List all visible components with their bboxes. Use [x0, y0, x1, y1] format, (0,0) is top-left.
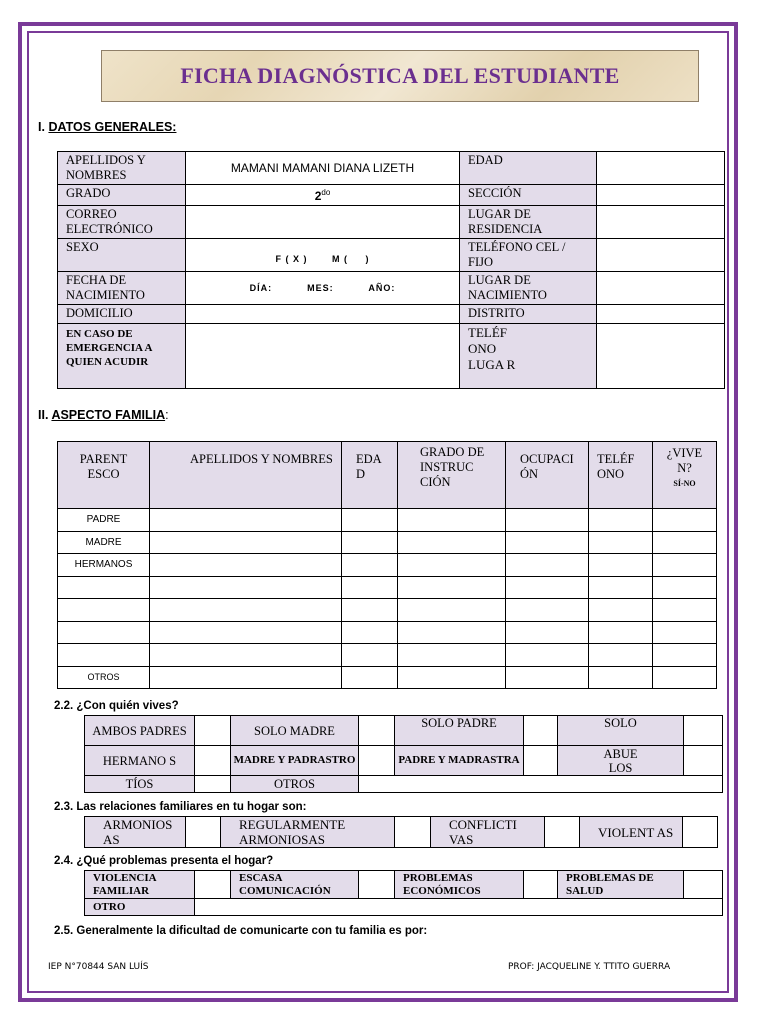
option-tios: TÍOS [85, 776, 195, 793]
option-otro: OTRO [85, 899, 195, 916]
cell[interactable] [653, 531, 717, 554]
q24-table [84, 870, 723, 916]
checkbox-violentas[interactable] [683, 817, 718, 848]
checkbox-padre-madrastra[interactable] [524, 746, 558, 776]
sexo-label: SEXO [58, 239, 186, 272]
row-label-hermanos: HERMANOS [58, 554, 150, 577]
checkbox-madre-padrastro[interactable] [359, 746, 395, 776]
checkbox-abuelos[interactable] [684, 746, 723, 776]
cell[interactable] [589, 576, 653, 599]
option-abuelos [558, 746, 684, 776]
option-abuelos-text: ABUE LOS [603, 746, 638, 775]
header-viven [653, 442, 717, 509]
option-padre-madrastra: PADRE Y MADRASTRA [395, 746, 524, 776]
row-label-empty [58, 576, 150, 599]
header-viven-sub: SÍ-NO [673, 479, 696, 488]
cell[interactable] [342, 644, 398, 667]
emergencia-value[interactable] [186, 324, 460, 389]
page-title: FICHA DIAGNÓSTICA DEL ESTUDIANTE [180, 63, 620, 88]
option-violencia-familiar: VIOLENCIA FAMILIAR [85, 871, 195, 899]
telefono-value[interactable] [597, 239, 725, 272]
cell[interactable] [150, 531, 342, 554]
cell[interactable] [342, 554, 398, 577]
sexo-value[interactable]: F ( X ) M ( ) [186, 239, 460, 272]
telefono-label: TELÉFONO CEL / FIJO [460, 239, 597, 272]
header-edad: EDA D [342, 442, 398, 509]
cell[interactable] [342, 599, 398, 622]
footer-teacher: PROF: JACQUELINE Y. TTITO GUERRA [508, 962, 671, 972]
option-solo: SOLO [558, 716, 684, 746]
cell[interactable] [150, 554, 342, 577]
grado-value: 2 [314, 188, 322, 203]
telef-lugar-label [460, 324, 597, 389]
checkbox-problemas-salud[interactable] [684, 871, 723, 899]
grado-suffix: do [321, 187, 331, 197]
domicilio-label: DOMICILIO [58, 305, 186, 324]
option-solo-madre: SOLO MADRE [231, 716, 359, 746]
cell[interactable] [150, 621, 342, 644]
cell[interactable] [342, 576, 398, 599]
distrito-value[interactable] [597, 305, 725, 324]
seccion-value[interactable] [597, 185, 725, 206]
option-violentas: VIOLENT AS [580, 817, 683, 848]
row-label-otros: OTROS [58, 666, 150, 689]
familia-table [57, 441, 717, 689]
row-label-madre: MADRE [58, 531, 150, 554]
option-hermanos: HERMANO S [85, 746, 195, 776]
cell[interactable] [506, 509, 589, 532]
correo-value[interactable] [186, 206, 460, 239]
table-row [58, 576, 717, 599]
cell[interactable] [342, 509, 398, 532]
header-parentesco: PARENT ESCO [58, 442, 150, 509]
cell[interactable] [506, 576, 589, 599]
header-viven-text: ¿VIVE N? [666, 446, 703, 475]
row-label-empty [58, 644, 150, 667]
cell[interactable] [398, 576, 506, 599]
q23-table [84, 816, 718, 848]
grado-label: GRADO [58, 185, 186, 206]
checkbox-tios[interactable] [195, 776, 231, 793]
cell[interactable] [589, 621, 653, 644]
cell[interactable] [342, 666, 398, 689]
header-apellidos: APELLIDOS Y NOMBRES [150, 442, 342, 509]
cell[interactable] [506, 531, 589, 554]
checkbox-solo[interactable] [684, 716, 723, 746]
telef-lugar-text: TELÉF ONO LUGA R [468, 325, 516, 372]
checkbox-problemas-economicos[interactable] [524, 871, 558, 899]
checkbox-ambos-padres[interactable] [195, 716, 231, 746]
cell[interactable] [653, 554, 717, 577]
q22-table [84, 715, 723, 793]
cell[interactable] [398, 531, 506, 554]
table-row [58, 554, 717, 577]
cell[interactable] [398, 554, 506, 577]
cell[interactable] [506, 644, 589, 667]
distrito-label: DISTRITO [460, 305, 597, 324]
section2-heading [38, 408, 169, 422]
cell[interactable] [589, 644, 653, 667]
option-ambos-padres: AMBOS PADRES [85, 716, 195, 746]
checkbox-armoniosas[interactable] [186, 817, 221, 848]
apellidos-value[interactable]: MAMANI MAMANI DIANA LIZETH [186, 152, 460, 185]
cell[interactable] [342, 621, 398, 644]
checkbox-escasa-comunicacion[interactable] [359, 871, 395, 899]
lugar-nacimiento-label: LUGAR DE NACIMIENTO [460, 272, 597, 305]
checkbox-regularmente-armoniosas[interactable] [395, 817, 431, 848]
q24-label: 2.4. ¿Qué problemas presenta el hogar? [54, 855, 274, 867]
section2-title: ASPECTO FAMILIA [51, 408, 166, 422]
cell[interactable] [653, 576, 717, 599]
cell[interactable] [653, 621, 717, 644]
cell[interactable] [589, 599, 653, 622]
cell[interactable] [589, 666, 653, 689]
checkbox-violencia-familiar[interactable] [195, 871, 231, 899]
fecha-nacimiento-value[interactable]: DÍA: MES: AÑO: [186, 272, 460, 305]
checkbox-conflictivas[interactable] [545, 817, 580, 848]
footer-school: IEP N°70844 SAN LUÍS [48, 962, 149, 972]
datos-generales-table [57, 151, 725, 389]
row-label-empty [58, 621, 150, 644]
option-otros: OTROS [231, 776, 359, 793]
option-armoniosas: ARMONIOS AS [85, 817, 186, 848]
lugar-nacimiento-value[interactable] [597, 272, 725, 305]
lugar-residencia-value[interactable] [597, 206, 725, 239]
apellidos-label: APELLIDOS Y NOMBRES [58, 152, 186, 185]
option-solo-padre: SOLO PADRE [395, 716, 524, 746]
section1-heading [38, 120, 176, 134]
correo-label: CORREO ELECTRÓNICO [58, 206, 186, 239]
cell[interactable] [653, 509, 717, 532]
telef-lugar-value[interactable] [597, 324, 725, 389]
checkbox-solo-padre[interactable] [524, 716, 558, 746]
option-conflictivas: CONFLICTI VAS [431, 817, 545, 848]
cell[interactable] [150, 509, 342, 532]
header-ocupacion: OCUPACI ÓN [506, 442, 589, 509]
row-label-empty [58, 599, 150, 622]
otros-specify-field[interactable] [359, 776, 723, 793]
cell[interactable] [653, 599, 717, 622]
checkbox-hermanos[interactable] [195, 746, 231, 776]
cell[interactable] [150, 666, 342, 689]
cell[interactable] [398, 599, 506, 622]
title-banner [101, 50, 699, 102]
grado-value-cell[interactable] [186, 185, 460, 206]
header-grado: GRADO DE INSTRUC CIÓN [398, 442, 506, 509]
cell[interactable] [653, 644, 717, 667]
cell[interactable] [150, 576, 342, 599]
cell[interactable] [589, 554, 653, 577]
cell[interactable] [398, 644, 506, 667]
cell[interactable] [506, 554, 589, 577]
option-problemas-economicos: PROBLEMAS ECONÓMICOS [395, 871, 524, 899]
domicilio-value[interactable] [186, 305, 460, 324]
option-regularmente-armoniosas: REGULARMENTE ARMONIOSAS [221, 817, 395, 848]
q25-label: 2.5. Generalmente la dificultad de comunicarte con tu familia es por: [54, 925, 428, 937]
table-row [58, 531, 717, 554]
cell[interactable] [150, 644, 342, 667]
cell[interactable] [398, 509, 506, 532]
option-escasa-comunicacion: ESCASA COMUNICACIÓN [231, 871, 359, 899]
q22-label: 2.2. ¿Con quién vives? [54, 700, 179, 712]
lugar-residencia-label: LUGAR DE RESIDENCIA [460, 206, 597, 239]
section2-colon: : [165, 408, 169, 422]
cell[interactable] [506, 666, 589, 689]
section1-number: I. [38, 120, 45, 134]
table-row [58, 666, 717, 689]
option-madre-padrastro: MADRE Y PADRASTRO [231, 746, 359, 776]
table-row [58, 644, 717, 667]
table-row [58, 621, 717, 644]
checkbox-solo-madre[interactable] [359, 716, 395, 746]
section2-number: II. [38, 408, 49, 422]
cell[interactable] [653, 666, 717, 689]
section1-title: DATOS GENERALES: [48, 120, 177, 134]
cell[interactable] [342, 531, 398, 554]
q23-label: 2.3. Las relaciones familiares en tu hogar son: [54, 801, 307, 813]
edad-value[interactable] [597, 152, 725, 185]
seccion-label: SECCIÓN [460, 185, 597, 206]
cell[interactable] [150, 599, 342, 622]
otro-specify-field[interactable] [195, 899, 723, 916]
table-row [58, 599, 717, 622]
emergencia-label: EN CASO DE EMERGENCIA A QUIEN ACUDIR [58, 324, 186, 389]
cell[interactable] [589, 509, 653, 532]
table-row [58, 509, 717, 532]
cell[interactable] [506, 599, 589, 622]
cell[interactable] [506, 621, 589, 644]
fecha-nacimiento-label: FECHA DE NACIMIENTO [58, 272, 186, 305]
cell[interactable] [589, 531, 653, 554]
cell[interactable] [398, 621, 506, 644]
option-problemas-salud: PROBLEMAS DE SALUD [558, 871, 684, 899]
cell[interactable] [398, 666, 506, 689]
header-telefono: TELÉF ONO [589, 442, 653, 509]
row-label-padre: PADRE [58, 509, 150, 532]
edad-label: EDAD [460, 152, 597, 185]
